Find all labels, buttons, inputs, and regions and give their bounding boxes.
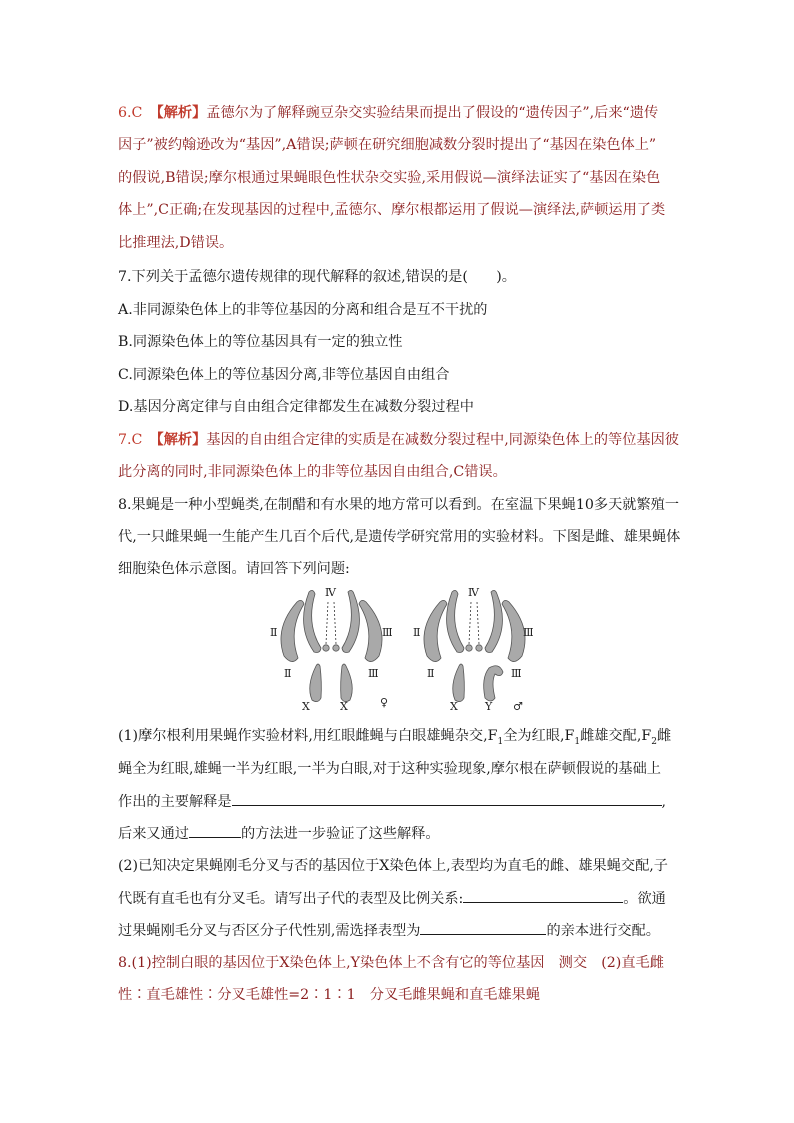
q8-stem-line-3: 细胞染色体示意图。请回答下列问题: bbox=[118, 561, 350, 577]
q7-option-c: C.同源染色体上的等位基因分离,非等位基因自由组合 bbox=[118, 367, 450, 383]
female-karyotype bbox=[270, 586, 393, 713]
q8-sub1-line-3: 作出的主要解释是 , bbox=[118, 791, 698, 812]
chromosome-y-male bbox=[484, 666, 503, 701]
q6-answer-line-2: 因子”被约翰逊改为“基因”,A错误;萨顿在研究细胞减数分裂时提出了“基因在染色体上” bbox=[118, 137, 657, 153]
chromosome-diagram bbox=[262, 586, 532, 712]
q7-option-b: B.同源染色体上的等位基因具有一定的独立性 bbox=[118, 334, 403, 350]
male-karyotype bbox=[413, 586, 534, 713]
label-ii-bottom-male: Ⅱ bbox=[427, 667, 435, 680]
q6-answer-number: 6.C bbox=[118, 105, 143, 121]
q8-stem-line-2: 代,一只雌果蝇一生能产生几百个后代,是遗传学研究常用的实验材料。下图是雌、雄果蝇体 bbox=[118, 529, 681, 545]
q8-sub1-line-4: 后来又通过 的方法进一步验证了这些解释。 bbox=[118, 823, 698, 844]
label-y-male: Y bbox=[485, 700, 493, 713]
q7-answer-tag: 【解析】 bbox=[156, 432, 207, 448]
q8-answer-line-1: 8.(1)控制白眼的基因位于X染色体上,Y染色体上不含有它的等位基因 测交 (2)直毛雌 bbox=[118, 955, 664, 971]
q8-sub1-line-1: (1)摩尔根利用果蝇作实验材料,用红眼雌蝇与白眼雄蝇杂交$,F_1$全为红眼$,F_1$雌雄交配$,F_2$雌 bbox=[118, 728, 672, 747]
label-iii-right-female: Ⅲ bbox=[382, 626, 393, 639]
label-ii-left-female: Ⅱ bbox=[270, 626, 278, 639]
chromosome-iii-inner-female bbox=[342, 590, 359, 652]
answer-blank-phenotype-ratio[interactable] bbox=[463, 888, 623, 903]
chromosome-iv-dot-left-male bbox=[466, 645, 472, 651]
q8-sub2-line-1: (2)已知决定果蝇刚毛分叉与否的基因位于X染色体上,表型均为直毛的雌、雄果蝇交配,子 bbox=[118, 858, 668, 874]
female-symbol: ♀ bbox=[380, 696, 389, 709]
q8-sub2-line-3: 过果蝇刚毛分叉与否区分子代性别,需选择表型为 的亲本进行交配。 bbox=[118, 920, 698, 941]
q8-sub2-line-2: 代既有直毛也有分叉毛。请写出子代的表型及比例关系: 。欲通 bbox=[118, 888, 698, 909]
label-iii-right-male: Ⅲ bbox=[523, 626, 534, 639]
label-iv-male: Ⅳ bbox=[468, 586, 479, 599]
chromosome-iv-line-left-male bbox=[469, 602, 471, 644]
chromosome-x2-female bbox=[341, 664, 353, 702]
chromosome-iv-dot-right-female bbox=[333, 645, 339, 651]
q6-answer-line-3: 的假说,B错误;摩尔根通过果蝇眼色性状杂交实验,采用假说—演绎法证实了“基因在染色 bbox=[118, 170, 661, 186]
label-ii-left-male: Ⅱ bbox=[413, 626, 421, 639]
chromosome-iii-right-female bbox=[359, 600, 382, 661]
chromosome-iv-line-right-male bbox=[477, 602, 479, 644]
label-iii-bottom-female: Ⅲ bbox=[368, 667, 379, 680]
chromosome-iv-dot-left-female bbox=[323, 645, 329, 651]
q7-option-d: D.基因分离定律与自由组合定律都发生在减数分裂过程中 bbox=[118, 399, 474, 415]
chromosome-iv-line-right-female bbox=[334, 602, 336, 644]
q7-stem: 7.下列关于孟德尔遗传规律的现代解释的叙述,错误的是( )。 bbox=[118, 269, 516, 285]
label-iv-female: Ⅳ bbox=[325, 586, 336, 599]
answer-blank-method[interactable] bbox=[189, 823, 241, 838]
label-ii-bottom-female: Ⅱ bbox=[284, 667, 292, 680]
chromosome-ii-inner-male bbox=[447, 590, 464, 652]
q6-answer-line-4: 体上”,C正确;在发现基因的过程中,孟德尔、摩尔根都运用了假说—演绎法,萨顿运用了类 bbox=[118, 202, 666, 218]
q8-answer-line-2: 性∶直毛雄性∶分叉毛雄性=2∶1∶1 分叉毛雌果蝇和直毛雄果蝇 bbox=[118, 987, 541, 1003]
q6-answer-line-1 bbox=[118, 103, 698, 123]
label-x2-female: X bbox=[340, 700, 348, 713]
answer-blank-parents[interactable] bbox=[420, 920, 546, 935]
label-iii-bottom-male: Ⅲ bbox=[511, 667, 522, 680]
q6-answer-text-1: 孟德尔为了解释豌豆杂交实验结果而提出了假设的“遗传因子”,后来“遗传 bbox=[206, 105, 659, 121]
chromosome-iv-line-left-female bbox=[326, 602, 328, 644]
q7-answer-line-1 bbox=[118, 430, 698, 450]
q7-answer-text-1: 基因的自由组合定律的实质是在减数分裂过程中,同源染色体上的等位基因彼 bbox=[206, 432, 679, 448]
q8-sub1-line-2: 蝇全为红眼,雄蝇一半为红眼,一半为白眼,对于这种实验现象,摩尔根在萨顿假说的基础上 bbox=[118, 761, 661, 777]
chromosome-x-male bbox=[453, 664, 465, 702]
q7-option-a: A.非同源染色体上的非等位基因的分离和组合是互不干扰的 bbox=[118, 302, 488, 318]
male-symbol: ♂ bbox=[513, 700, 523, 713]
chromosome-ii-left-male bbox=[424, 600, 447, 661]
answer-blank-explanation[interactable] bbox=[232, 791, 662, 806]
chromosome-iv-dot-right-male bbox=[476, 645, 482, 651]
q7-answer-line-2: 此分离的同时,非同源染色体上的非等位基因自由组合,C错误。 bbox=[118, 464, 507, 480]
q8-stem-line-1: 8.果蝇是一种小型蝇类,在制醋和有水果的地方常可以看到。在室温下果蝇10多天就繁殖一 bbox=[118, 497, 680, 513]
q6-answer-tag: 【解析】 bbox=[156, 105, 207, 121]
q7-answer-number: 7.C bbox=[118, 432, 143, 448]
label-x1-female: X bbox=[302, 700, 310, 713]
chromosome-ii-inner-female bbox=[304, 590, 321, 652]
q6-answer-line-5: 比推理法,D错误。 bbox=[118, 235, 234, 251]
label-x-male: X bbox=[450, 700, 458, 713]
chromosome-iii-right-male bbox=[502, 600, 525, 661]
chromosome-x1-female bbox=[310, 664, 322, 702]
chromosome-iii-inner-male bbox=[485, 590, 502, 652]
chromosome-ii-left-female bbox=[281, 600, 304, 661]
